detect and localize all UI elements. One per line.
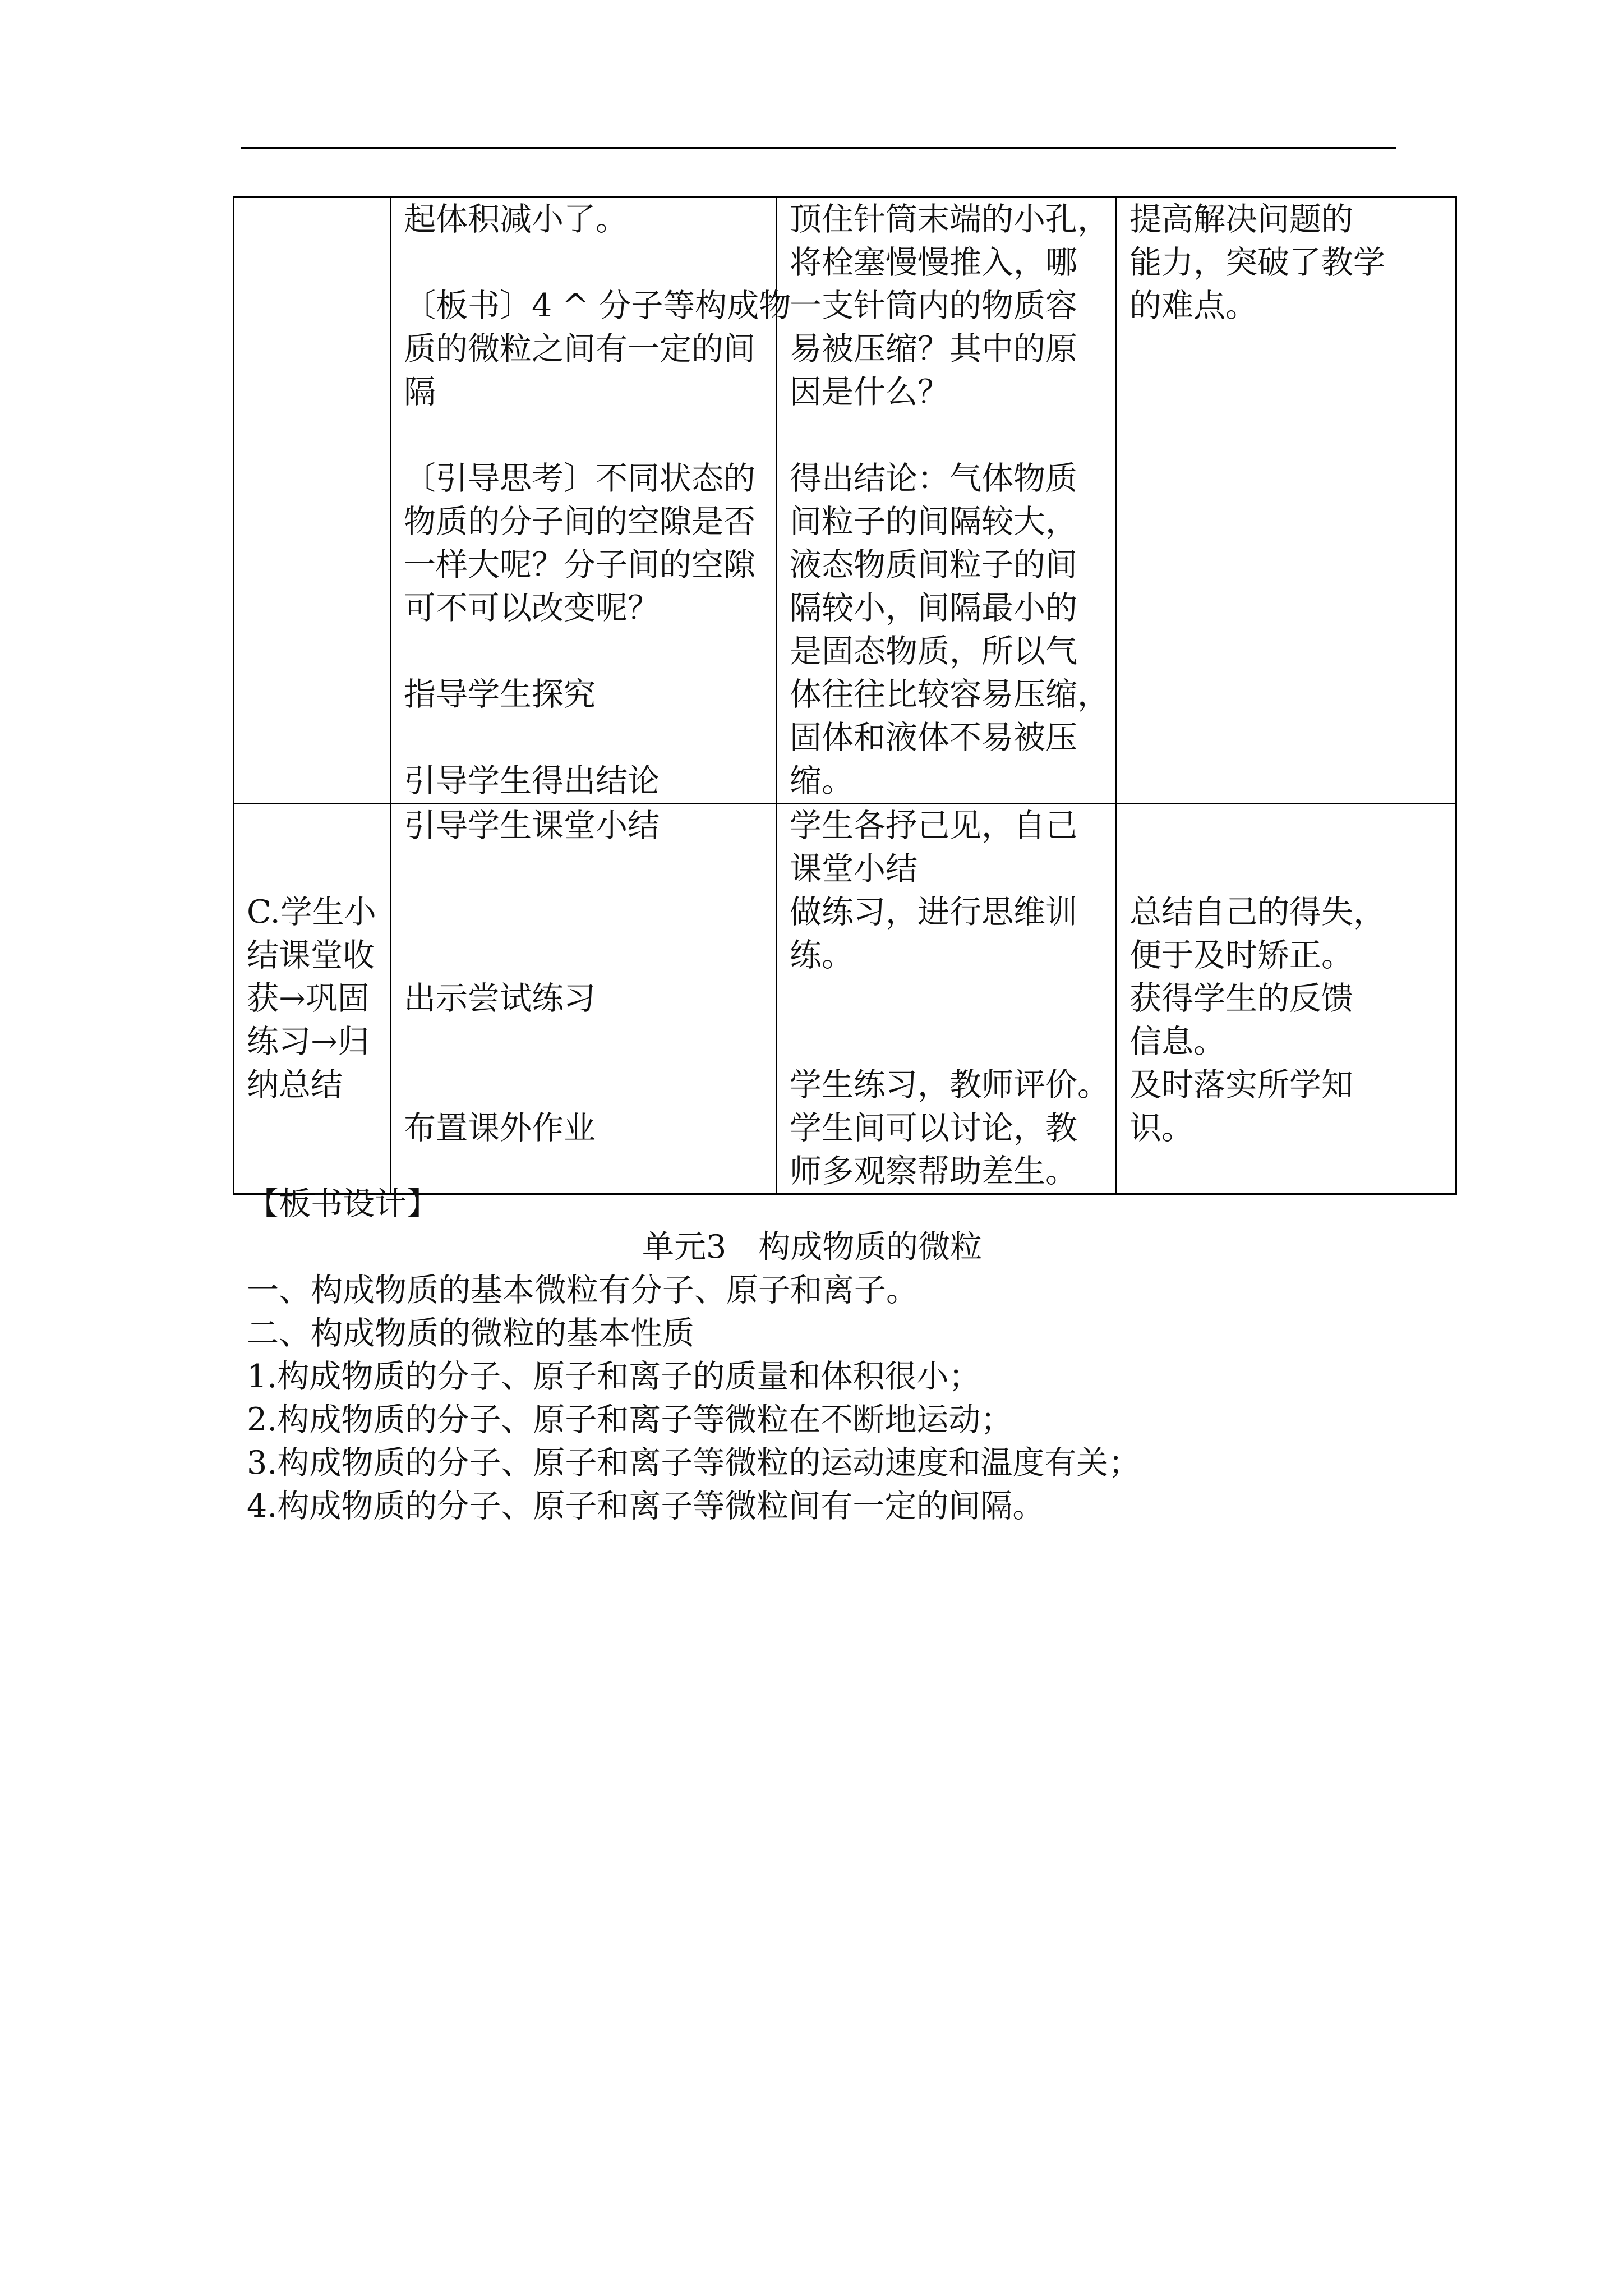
blank-line (404, 630, 763, 673)
cell-text-line: 出示尝试练习 (404, 980, 596, 1017)
design-intent-cell (1117, 197, 1456, 804)
blank-line (404, 241, 763, 284)
cell-text-line: 质的微粒之间有一定的间 (404, 330, 755, 367)
blank-line (247, 804, 377, 848)
teacher-activity-cell (391, 804, 777, 1194)
cell-text-line: 一样大呢？分子间的空隙 (404, 546, 755, 583)
cell-text-line: 做练习，进行思维训 (790, 894, 1077, 931)
cell-text-line: 隔 (404, 374, 436, 411)
board-line: 二、构成物质的微粒的基本性质 (247, 1315, 694, 1352)
lesson-table (233, 196, 1457, 1195)
blank-line (404, 891, 763, 934)
cell-text-line: 学生间可以讨论，教 (790, 1110, 1077, 1147)
header-rule (241, 147, 1396, 149)
cell-text-line: 获得学生的反馈 (1129, 980, 1353, 1017)
teacher-activity-cell (391, 197, 791, 804)
blank-line (790, 977, 1103, 1020)
cell-text-line: 易被压缩？其中的原 (790, 330, 1077, 367)
cell-text-line: 纳总结 (247, 1066, 343, 1103)
cell-text-line: 体往往比较容易压缩， (790, 676, 1109, 713)
blank-line (1129, 848, 1443, 891)
cell-text-line: 引导学生得出结论 (404, 762, 660, 799)
cell-text-line: 〔引导思考〕不同状态的 (404, 460, 755, 497)
cell-text-line: 物质的分子间的空隙是否 (404, 503, 755, 540)
cell-text-line: 顶住针筒末端的小孔， (790, 201, 1109, 238)
cell-text-line: 缩。 (790, 762, 854, 799)
cell-text-line: 结课堂收 (247, 937, 375, 974)
cell-text-line: 信息。 (1129, 1023, 1225, 1060)
cell-text-line: 学生练习，教师评价。 (790, 1066, 1109, 1103)
cell-text-line: 的难点。 (1129, 287, 1257, 324)
board-line: 一、构成物质的基本微粒有分子、原子和离子。 (247, 1272, 918, 1309)
blank-line (404, 934, 763, 977)
blank-line (790, 1020, 1103, 1064)
cell-text-line: 学生各抒己见，自己 (790, 807, 1077, 844)
cell-text-line: 练习→归 (247, 1023, 370, 1060)
cell-text-line: 指导学生探究 (404, 676, 596, 713)
cell-text-line: 〔板书〕4 ^ 分子等构成物 (404, 287, 791, 324)
cell-text-line: 隔较小，间隔最小的 (790, 590, 1077, 627)
cell-text-line: 总结自己的得失， (1129, 894, 1385, 931)
cell-text-line: 及时落实所学知 (1129, 1066, 1353, 1103)
cell-text-line: 因是什么？ (790, 374, 949, 411)
cell-text-line: 液态物质间粒子的间 (790, 546, 1077, 583)
blank-line (790, 414, 1103, 457)
cell-text-line: C.学生小 (247, 894, 376, 931)
blank-line (404, 1064, 763, 1107)
cell-text-line: 固体和液体不易被压 (790, 719, 1077, 756)
cell-text-line: 得出结论：气体物质 (790, 460, 1077, 497)
board-design-title: 单元3 构成物质的微粒 (642, 1228, 983, 1266)
board-line: 4.构成物质的分子、原子和离子等微粒间有一定的间隔。 (247, 1488, 1045, 1525)
blank-line (404, 1020, 763, 1064)
board-design-heading: 【板书设计】 (247, 1185, 439, 1222)
cell-text-line: 是固态物质，所以气 (790, 633, 1077, 670)
blank-line (247, 848, 377, 891)
board-line: 3.构成物质的分子、原子和离子等微粒的运动速度和温度有关； (247, 1444, 1141, 1481)
cell-text-line: 间粒子的间隔较大， (790, 503, 1077, 540)
board-line: 1.构成物质的分子、原子和离子的质量和体积很小； (247, 1358, 981, 1395)
design-intent-cell (1117, 804, 1456, 1194)
cell-text-line: 一支针筒内的物质容 (790, 287, 1077, 324)
stage-cell (234, 804, 391, 1194)
cell-text-line: 练。 (790, 937, 854, 974)
cell-text-line: 起体积减小了。 (404, 201, 628, 238)
cell-text-line: 布置课外作业 (404, 1110, 596, 1147)
student-activity-cell (777, 197, 1117, 804)
table-row (234, 197, 1456, 804)
cell-text-line: 获→巩固 (247, 980, 370, 1017)
cell-text-line: 能力，突破了教学 (1129, 244, 1385, 281)
cell-text-line: 提高解决问题的 (1129, 201, 1353, 238)
cell-text-line: 将栓塞慢慢推入，哪 (790, 244, 1077, 281)
cell-text-line: 识。 (1129, 1110, 1193, 1147)
cell-text-line: 引导学生课堂小结 (404, 807, 660, 844)
board-line: 2.构成物质的分子、原子和离子等微粒在不断地运动； (247, 1401, 1013, 1438)
blank-line (1129, 804, 1443, 848)
blank-line (404, 414, 763, 457)
blank-line (404, 848, 763, 891)
cell-text-line: 课堂小结 (790, 850, 917, 887)
stage-cell (234, 197, 391, 804)
blank-line (404, 716, 763, 760)
cell-text-line: 可不可以改变呢？ (404, 590, 660, 627)
cell-text-line: 便于及时矫正。 (1129, 937, 1353, 974)
table-row (234, 804, 1456, 1194)
student-activity-cell (777, 804, 1117, 1194)
cell-text-line: 师多观察帮助差生。 (790, 1153, 1077, 1190)
